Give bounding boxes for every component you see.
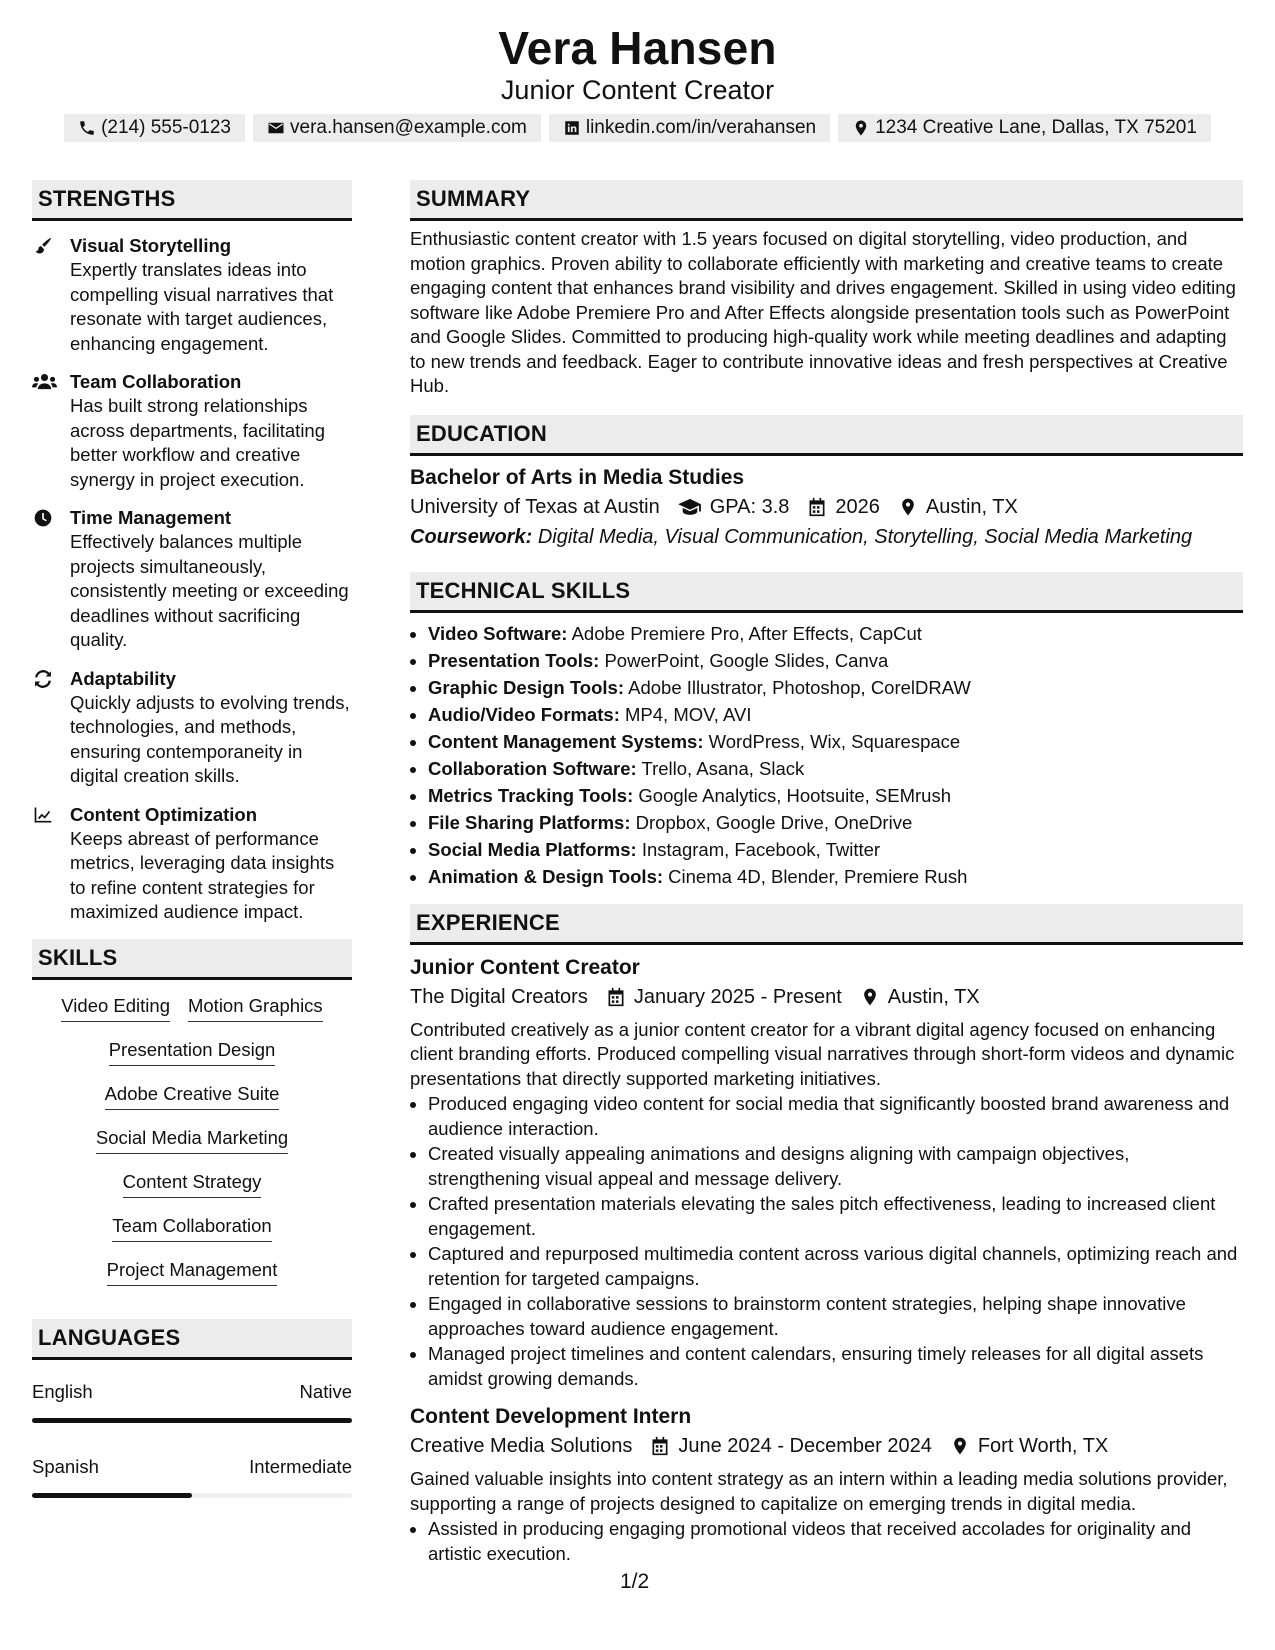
skill-tag: Video Editing xyxy=(61,994,170,1022)
list-item xyxy=(428,647,1243,674)
language-row xyxy=(32,1455,352,1479)
strength-item xyxy=(32,234,352,356)
list-item xyxy=(428,782,1243,809)
skill-category: Content Management Systems: xyxy=(428,730,704,752)
skill-category: Collaboration Software: xyxy=(428,757,637,779)
graduation-year: 2026 xyxy=(835,495,880,518)
skill-values: Adobe Illustrator, Photoshop, CorelDRAW xyxy=(628,676,971,698)
language-proficiency-fill xyxy=(32,1493,192,1498)
gpa-text: GPA: 3.8 xyxy=(709,495,790,518)
degree-title: Bachelor of Arts in Media Studies xyxy=(410,465,745,489)
job-location: Fort Worth, TX xyxy=(977,1435,1109,1457)
experience-heading: EXPERIENCE xyxy=(410,904,1243,945)
language-name: Spanish xyxy=(32,1455,99,1477)
strength-desc: Effectively balances multiple projects simultaneously, consistently meeting or exceeding deadlines without sacrificing quality. xyxy=(70,531,349,650)
list-item: • Produced engaging video content for social media that significantly boosted brand awareness and audience interaction. xyxy=(428,1092,1243,1141)
skill-values: Adobe Premiere Pro, After Effects, CapCut xyxy=(571,622,922,644)
job-meta xyxy=(410,982,1243,1012)
job-bullets xyxy=(410,1517,1243,1566)
skill-values: WordPress, Wix, Squarespace xyxy=(708,730,961,752)
skill-values: Instagram, Facebook, Twitter xyxy=(641,838,881,860)
job-meta xyxy=(410,1431,1243,1461)
candidate-name: Vera Hansen xyxy=(498,22,777,74)
skill-category: Presentation Tools: xyxy=(428,649,600,671)
strength-item xyxy=(32,667,352,789)
page-number: 1/2 xyxy=(620,1570,650,1593)
list-item: • Managed project timelines and content calendars, ensuring timely releases for all digital assets amidst growing demands. xyxy=(428,1342,1243,1391)
strength-desc: Quickly adjusts to evolving trends, technologies, and methods, ensuring contemporaneity in digital creation skills. xyxy=(70,691,350,786)
strength-desc: Expertly translates ideas into compelling visual narratives that resonate with target audiences, enhancing engagement. xyxy=(70,259,334,354)
skill-values: Cinema 4D, Blender, Premiere Rush xyxy=(668,865,968,887)
skill-tag: Team Collaboration xyxy=(112,1214,271,1242)
job-bullets xyxy=(410,1092,1243,1391)
skill-tag: Presentation Design xyxy=(109,1038,276,1066)
phone-text: (214) 555-0123 xyxy=(101,117,231,138)
list-item xyxy=(428,755,1243,782)
strength-desc: Has built strong relationships across departments, facilitating better workflow and creative synergy in project execution. xyxy=(70,395,326,490)
list-item: • Crafted presentation materials elevating the sales pitch effectiveness, leading to increased client engagement. xyxy=(428,1192,1243,1241)
clock-icon xyxy=(32,508,54,528)
candidate-title: Junior Content Creator xyxy=(500,75,775,105)
skill-values: Dropbox, Google Drive, OneDrive xyxy=(635,811,913,833)
left-column xyxy=(32,180,352,1530)
education-heading: EDUCATION xyxy=(410,415,1243,456)
job-location: Austin, TX xyxy=(887,985,980,1008)
strength-title: Adaptability xyxy=(70,667,176,689)
skill-values: Trello, Asana, Slack xyxy=(641,757,805,779)
right-column xyxy=(410,180,1243,1566)
list-item xyxy=(428,863,1243,890)
skill-tag: Social Media Marketing xyxy=(96,1126,288,1154)
technical-skills-heading: TECHNICAL SKILLS xyxy=(410,572,1243,613)
education-location: Austin, TX xyxy=(925,495,1018,518)
skill-category: Animation & Design Tools: xyxy=(428,865,664,887)
list-item xyxy=(428,620,1243,647)
strengths-heading: STRENGTHS xyxy=(32,180,352,221)
line-chart-icon xyxy=(32,805,54,825)
school-name: University of Texas at Austin xyxy=(410,495,660,518)
education-meta xyxy=(410,492,1243,522)
strength-item xyxy=(32,370,352,492)
skills-list xyxy=(32,994,352,1286)
strength-item xyxy=(32,506,352,653)
users-icon xyxy=(32,372,57,392)
job-dates: January 2025 - Present xyxy=(633,985,842,1008)
location-pin-icon xyxy=(950,1436,970,1456)
location-pin-icon xyxy=(898,497,918,517)
job-description: Contributed creatively as a junior content creator for a vibrant digital agency focused on enhancing client branding efforts. Produced compelling visual narratives through short-form videos and dynamic presentations that directly supported marketing initiatives. xyxy=(410,1018,1235,1089)
skill-tag: Motion Graphics xyxy=(188,994,323,1022)
languages-heading: LANGUAGES xyxy=(32,1319,352,1360)
education-entry xyxy=(410,464,1243,552)
strengths-list xyxy=(32,234,352,925)
skill-tag: Content Strategy xyxy=(123,1170,262,1198)
skill-tag: Project Management xyxy=(107,1258,278,1286)
skill-values: MP4, MOV, AVI xyxy=(625,703,752,725)
linkedin-text: linkedin.com/in/verahansen xyxy=(585,117,817,138)
location-pin-icon xyxy=(852,119,870,137)
calendar-icon xyxy=(807,497,827,517)
list-item xyxy=(428,674,1243,701)
skills-heading: SKILLS xyxy=(32,939,352,980)
coursework xyxy=(410,522,1243,552)
list-item: • Assisted in producing engaging promotional videos that received accolades for originality and artistic execution. xyxy=(428,1517,1243,1566)
calendar-icon xyxy=(650,1436,670,1456)
list-item: • Captured and repurposed multimedia content across various digital channels, optimizing reach and retention for targeted campaigns. xyxy=(428,1242,1243,1291)
graduation-cap-icon xyxy=(678,497,702,517)
contact-linkedin[interactable] xyxy=(549,114,830,142)
contact-address[interactable] xyxy=(838,114,1211,142)
language-level: Intermediate xyxy=(249,1455,352,1477)
strength-title: Visual Storytelling xyxy=(70,235,232,256)
skill-tag: Adobe Creative Suite xyxy=(105,1082,280,1110)
paintbrush-icon xyxy=(32,236,54,256)
strength-title: Time Management xyxy=(70,507,232,528)
language-row xyxy=(32,1380,352,1404)
job-description: Gained valuable insights into content strategy as an intern within a leading media solutions provider, supporting a range of projects designed to capitalize on emerging trends in digital media. xyxy=(410,1468,1228,1514)
job-title: Content Development Intern xyxy=(410,1405,692,1428)
language-name: English xyxy=(32,1380,93,1402)
list-item xyxy=(428,728,1243,755)
refresh-icon xyxy=(32,669,54,689)
job-title: Junior Content Creator xyxy=(410,955,640,979)
technical-skills-list xyxy=(410,620,1243,890)
coursework-list: Digital Media, Visual Communication, Storytelling, Social Media Marketing xyxy=(537,525,1193,548)
linkedin-icon xyxy=(563,119,581,137)
list-item: • Engaged in collaborative sessions to brainstorm content strategies, helping shape innovative approaches toward audience engagement. xyxy=(428,1292,1243,1341)
list-item xyxy=(428,701,1243,728)
envelope-icon xyxy=(267,119,285,137)
skill-category: Social Media Platforms: xyxy=(428,838,637,860)
skill-values: PowerPoint, Google Slides, Canva xyxy=(604,649,889,671)
job-entry xyxy=(410,1403,1243,1566)
strength-desc: Keeps abreast of performance metrics, leveraging data insights to refine content strategies for maximized audience impact. xyxy=(70,827,335,922)
address-text: 1234 Creative Lane, Dallas, TX 75201 xyxy=(875,117,1197,138)
strength-title: Content Optimization xyxy=(70,803,258,825)
contact-bar xyxy=(0,114,1275,142)
skill-category: Graphic Design Tools: xyxy=(428,676,624,698)
language-proficiency-bar xyxy=(32,1418,352,1423)
language-proficiency-bar xyxy=(32,1493,352,1498)
email-text: vera.hansen@example.com xyxy=(290,117,527,138)
contact-phone[interactable] xyxy=(64,114,245,142)
job-dates: June 2024 - December 2024 xyxy=(678,1435,932,1457)
skill-category: Metrics Tracking Tools: xyxy=(428,784,634,806)
calendar-icon xyxy=(606,987,626,1007)
company-name: The Digital Creators xyxy=(410,985,588,1008)
summary-text: Enthusiastic content creator with 1.5 years focused on digital storytelling, video production, and motion graphics. Proven ability to collaborate efficiently with marketing and creative teams to create engaging content that enhances brand visibility and drives engagement. Skilled in using video editing software like Adobe Premiere Pro and After Effects alongside presentation tools such as PowerPoint and Google Slides. Committed to producing high-quality work while meeting deadlines and adapting to new trends and feedback. Eager to contribute innovative ideas and fresh perspectives at Creative Hub. xyxy=(410,228,1236,396)
language-level: Native xyxy=(299,1380,352,1402)
list-item: • Created visually appealing animations and designs aligning with campaign objectives, strengthening visual appeal and message delivery. xyxy=(428,1142,1243,1191)
list-item xyxy=(428,809,1243,836)
summary-heading: SUMMARY xyxy=(410,180,1243,221)
languages-list xyxy=(32,1380,352,1498)
resume-header xyxy=(0,0,1275,142)
list-item xyxy=(428,836,1243,863)
strength-title: Team Collaboration xyxy=(70,371,242,392)
job-entry xyxy=(410,954,1243,1392)
skill-category: Video Software: xyxy=(428,622,568,644)
location-pin-icon xyxy=(860,987,880,1007)
strength-item xyxy=(32,803,352,925)
phone-icon xyxy=(78,119,96,137)
language-proficiency-fill xyxy=(32,1418,352,1423)
coursework-label: Coursework: xyxy=(410,525,533,548)
skill-values: Google Analytics, Hootsuite, SEMrush xyxy=(638,784,952,806)
skill-category: Audio/Video Formats: xyxy=(428,703,620,725)
skill-category: File Sharing Platforms: xyxy=(428,811,631,833)
company-name: Creative Media Solutions xyxy=(410,1435,633,1457)
contact-email[interactable] xyxy=(253,114,541,142)
